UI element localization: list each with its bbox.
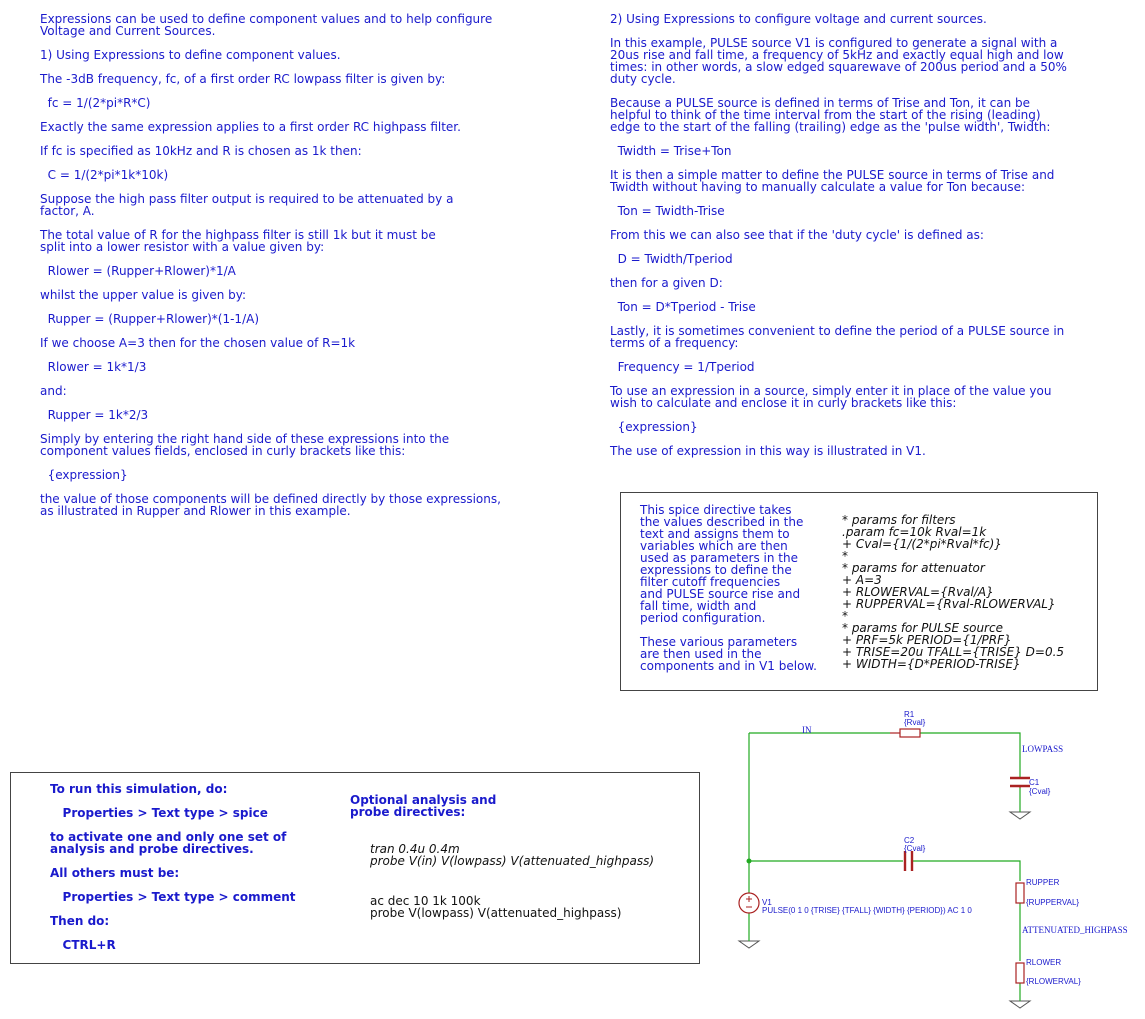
directive-description-line: period configuration.	[640, 611, 766, 625]
optional-title-line: probe directives:	[350, 805, 466, 819]
text-line: whilst the upper value is given by:	[40, 288, 247, 302]
param-line: * params for filters	[842, 513, 956, 527]
directive-description-line: fall time, width and	[640, 599, 757, 613]
text-line: then for a given D:	[610, 276, 723, 290]
directive-params	[842, 514, 1064, 670]
directive-description-line: are then used in the	[640, 647, 762, 661]
param-line: + WIDTH={D*PERIOD-TRISE}	[842, 657, 1021, 671]
text-line: edge to the start of the falling (trailing) edge as the 'pulse width', Twidth:	[610, 120, 1051, 134]
text-line: 20us rise and fall time, a frequency of 5kHz and exactly equal high and low	[610, 48, 1064, 62]
c2-value: {Cval}	[904, 844, 926, 853]
c1-name: C1	[1029, 778, 1040, 787]
text-line: The total value of R for the highpass filter is still 1k but it must be	[40, 228, 436, 242]
directive-description-line: the values described in the	[640, 515, 804, 529]
text-line: Rupper = (Rupper+Rlower)*(1-1/A)	[40, 312, 259, 326]
text-line: Lastly, it is sometimes convenient to define the period of a PULSE source in	[610, 324, 1065, 338]
run-step-line: Then do:	[50, 914, 110, 928]
run-step-line: All others must be:	[50, 866, 180, 880]
text-line: From this we can also see that if the 'duty cycle' is defined as:	[610, 228, 984, 242]
rupper-name: RUPPER	[1026, 878, 1060, 887]
text-line: The -3dB frequency, fc, of a first order RC lowpass filter is given by:	[40, 72, 446, 86]
wire-c2-right	[913, 861, 1020, 881]
text-line: Twidth = Trise+Ton	[610, 144, 732, 158]
text-line: Twidth without having to manually calculate a value for Ton because:	[610, 180, 1026, 194]
param-line: + A=3	[842, 573, 882, 587]
directive-description-line: expressions to define the	[640, 563, 792, 577]
run-step-line: To run this simulation, do:	[50, 782, 228, 796]
text-line: times: in other words, a slow edged squarewave of 200us period and a 50%	[610, 60, 1067, 74]
spice-directive-box[interactable]	[620, 492, 1098, 691]
param-line: + TRISE=20u TFALL={TRISE} D=0.5	[842, 645, 1065, 659]
ground-icon	[1010, 812, 1030, 819]
run-step-line: Properties > Text type > comment	[50, 890, 296, 904]
text-line: Frequency = 1/Tperiod	[610, 360, 755, 374]
right-text-column	[610, 13, 1110, 457]
analysis-directives	[370, 843, 654, 919]
v1-name: V1	[762, 898, 772, 907]
text-line: C = 1/(2*pi*1k*10k)	[40, 168, 169, 182]
text-line: Simply by entering the right hand side of these expressions into the	[40, 432, 450, 446]
ac-directive[interactable]	[370, 895, 654, 919]
directive-description-line: components and in V1 below.	[640, 659, 817, 673]
c2-name: C2	[904, 836, 915, 845]
directive-description-line: filter cutoff frequencies	[640, 575, 781, 589]
text-line: To use an expression in a source, simply enter it in place of the value you	[610, 384, 1052, 398]
param-line: * params for attenuator	[842, 561, 985, 575]
optional-title-line: Optional analysis and	[350, 793, 497, 807]
run-steps	[50, 783, 296, 951]
text-line: helpful to think of the time interval from the start of the rising (leading)	[610, 108, 1041, 122]
text-line: Rlower = 1k*1/3	[40, 360, 147, 374]
wire-r1-lowpass	[920, 733, 1020, 778]
rupper-value: {RUPPERVAL}	[1026, 898, 1080, 907]
net-label-in: IN	[802, 725, 812, 735]
run-instructions-box[interactable]	[10, 772, 700, 964]
tran-line: tran 0.4u 0.4m	[370, 842, 460, 856]
optional-directives-title	[350, 794, 496, 818]
text-line: terms of a frequency:	[610, 336, 739, 350]
c1-capacitor	[1010, 778, 1030, 786]
text-line: If fc is specified as 10kHz and R is chosen as 1k then:	[40, 144, 362, 158]
param-line: .param fc=10k Rval=1k	[842, 525, 987, 539]
c1-value: {Cval}	[1029, 787, 1051, 796]
v1-value: PULSE(0 1 0 {TRISE} {TFALL} {WIDTH} {PERIOD}) AC 1 0	[762, 906, 972, 915]
text-line: 2) Using Expressions to configure voltage and current sources.	[610, 12, 987, 26]
text-line: {expression}	[40, 468, 128, 482]
run-step-line: to activate one and only one set of	[50, 830, 287, 844]
text-line: Because a PULSE source is defined in terms of Trise and Ton, it can be	[610, 96, 1031, 110]
v1-plus	[746, 896, 752, 902]
text-line: The use of expression in this way is illustrated in V1.	[610, 444, 926, 458]
left-text-column	[40, 13, 560, 517]
r1-value: {Rval}	[904, 718, 926, 727]
ac-line: probe V(lowpass) V(attenuated_highpass)	[370, 906, 622, 920]
text-line: In this example, PULSE source V1 is configured to generate a signal with a	[610, 36, 1058, 50]
ground-icon	[1010, 1001, 1030, 1008]
text-line: Rupper = 1k*2/3	[40, 408, 149, 422]
run-step-line: analysis and probe directives.	[50, 842, 254, 856]
junction-dot	[747, 859, 752, 864]
param-line: + RUPPERVAL={Rval-RLOWERVAL}	[842, 597, 1056, 611]
schematic-components	[739, 729, 1030, 983]
directive-description-line: variables which are then	[640, 539, 788, 553]
ground-icon	[739, 941, 759, 948]
directive-description-line: used as parameters in the	[640, 551, 798, 565]
param-line: *	[842, 549, 848, 563]
run-step-line: Properties > Text type > spice	[50, 806, 268, 820]
run-step-line: CTRL+R	[50, 938, 116, 952]
text-line: 1) Using Expressions to define component values.	[40, 48, 341, 62]
param-line: + Cval={1/(2*pi*Rval*fc)}	[842, 537, 1002, 551]
rlower-name: RLOWER	[1026, 958, 1062, 967]
param-line: * params for PULSE source	[842, 621, 1003, 635]
ac-line: ac dec 10 1k 100k	[370, 894, 481, 908]
directive-description-line: text and assigns them to	[640, 527, 790, 541]
text-line: fc = 1/(2*pi*R*C)	[40, 96, 151, 110]
r1-resistor	[900, 729, 920, 737]
text-line: D = Twidth/Tperiod	[610, 252, 733, 266]
rupper-resistor	[1016, 883, 1024, 903]
directive-description	[640, 504, 817, 672]
text-line: It is then a simple matter to define the PULSE source in terms of Trise and	[610, 168, 1055, 182]
text-line: and:	[40, 384, 67, 398]
param-line: + RLOWERVAL={Rval/A}	[842, 585, 994, 599]
rlower-value: {RLOWERVAL}	[1026, 977, 1081, 986]
text-line: Voltage and Current Sources.	[40, 24, 216, 38]
c2-capacitor	[905, 851, 912, 871]
text-line: the value of those components will be defined directly by those expressions,	[40, 492, 501, 506]
tran-line: probe V(in) V(lowpass) V(attenuated_highpass)	[370, 854, 655, 868]
rlower-resistor	[1016, 963, 1024, 983]
r1-name: R1	[904, 710, 915, 719]
param-line: + PRF=5k PERIOD={1/PRF}	[842, 633, 1012, 647]
text-line: {expression}	[610, 420, 698, 434]
net-label-attenuated-highpass: ATTENUATED_HIGHPASS	[1022, 925, 1128, 935]
directive-description-line: These various parameters	[640, 635, 798, 649]
text-line: Suppose the high pass filter output is required to be attenuated by a	[40, 192, 454, 206]
param-line: *	[842, 609, 848, 623]
text-line: factor, A.	[40, 204, 95, 218]
circuit-schematic	[730, 700, 1140, 1015]
text-line: wish to calculate and enclose it in curly brackets like this:	[610, 396, 957, 410]
schematic-wires	[749, 733, 1020, 1000]
tran-directive[interactable]	[370, 843, 654, 867]
text-line: Rlower = (Rupper+Rlower)*1/A	[40, 264, 236, 278]
directive-description-line: and PULSE source rise and	[640, 587, 801, 601]
text-line: Expressions can be used to define component values and to help configure	[40, 12, 493, 26]
text-line: split into a lower resistor with a value given by:	[40, 240, 325, 254]
text-line: Exactly the same expression applies to a first order RC highpass filter.	[40, 120, 461, 134]
text-line: as illustrated in Rupper and Rlower in this example.	[40, 504, 351, 518]
directive-description-line: This spice directive takes	[640, 503, 792, 517]
text-line: If we choose A=3 then for the chosen value of R=1k	[40, 336, 356, 350]
text-line: duty cycle.	[610, 72, 676, 86]
net-label-lowpass: LOWPASS	[1022, 744, 1064, 754]
text-line: component values fields, enclosed in curly brackets like this:	[40, 444, 406, 458]
text-line: Ton = Twidth-Trise	[610, 204, 725, 218]
text-line: Ton = D*Tperiod - Trise	[610, 300, 756, 314]
